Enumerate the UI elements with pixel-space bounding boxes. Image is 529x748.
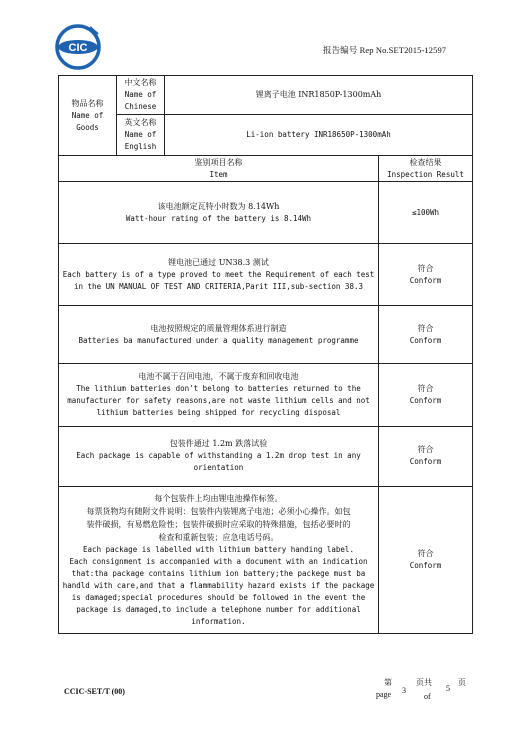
item-column-header: 鉴别项目名称 Item xyxy=(59,156,379,182)
of-label: of xyxy=(424,692,431,701)
form-number: CCIC-SET/T (00) xyxy=(64,687,125,696)
item-description: 每个包装件上均由锂电池操作标签。 每票货物均有随附文件说明：包装件内装锂离子电池；必须小心操作。如包 装件破损，有易燃危险性；包装件破损时应采取的特殊措施，包括必要时的 检查和重新包装；应急电话号码。 Each package is labelled with lithium battery handing label. Each consignment is accompanied with a document with an indication that:tha package contains lithium ion battery;the packege must ba handld with care,and that a flammability hazard exists if the package is damaged;special procedures should be followed in the event the package is damaged,to include a telephone number for additional information. xyxy=(59,486,379,633)
ccic-logo xyxy=(50,22,110,72)
table-row xyxy=(59,364,473,426)
item-description: 电池不属于召回电池，不属于废弃和回收电池 The lithium batteries don't belong to batteries returned to the manufacturer for safety reasons,are not waste lithium cells and not lithium batteries being shipped for recycling disposal xyxy=(59,364,379,426)
page-indicator xyxy=(374,677,474,707)
table-row xyxy=(59,486,473,633)
page-di-label: 第 xyxy=(384,678,392,687)
table-row xyxy=(59,426,473,486)
inspection-result: 符合 Conform xyxy=(379,306,473,364)
page-label: page xyxy=(376,690,392,699)
table-row xyxy=(59,182,473,244)
inspection-result: ≤100Wh xyxy=(379,182,473,244)
total-pages: 5 xyxy=(446,684,450,693)
inspection-result: 符合 Conform xyxy=(379,244,473,306)
item-description: 包装件通过 1.2m 跌落试验 Each package is capable of withstanding a 1.2m drop test in any orientation xyxy=(59,426,379,486)
item-description: 电池按照规定的质量管理体系进行制造 Batteries ba manufactured under a quality management programme xyxy=(59,306,379,364)
logo-text: CIC xyxy=(68,42,88,54)
report-number: 报告编号 Rep No.SET2015-12597 xyxy=(323,45,447,55)
chinese-name-label: 中文名称 Name of Chinese xyxy=(117,76,165,115)
result-column-header: 检查结果 Inspection Result xyxy=(379,156,473,182)
page-total-label: 页共 xyxy=(416,678,432,687)
english-name-value: Li-ion battery INR18650P-1300mAh xyxy=(165,115,473,156)
goods-label: 物品名称 Name of Goods xyxy=(59,76,117,156)
table-row xyxy=(59,306,473,364)
inspection-result: 符合 Conform xyxy=(379,364,473,426)
inspection-table xyxy=(58,75,473,634)
table-row xyxy=(59,244,473,306)
item-description: 该电池额定瓦特小时数为 8.14Wh Watt-hour rating of the battery is 8.14Wh xyxy=(59,182,379,244)
inspection-result: 符合 Conform xyxy=(379,426,473,486)
current-page: 3 xyxy=(402,686,406,695)
page-end-label: 页 xyxy=(458,678,466,687)
english-name-label: 英文名称 Name of English xyxy=(117,115,165,156)
inspection-result: 符合 Conform xyxy=(379,486,473,633)
chinese-name-value: 锂离子电池 INR1850P-1300mAh xyxy=(165,76,473,115)
item-description: 锂电池已通过 UN38.3 测试 Each battery is of a type proved to meet the Requirement of each test in the UN MANUAL OF TEST AND CRITERIA,Parit III,sub-section 38.3 xyxy=(59,244,379,306)
